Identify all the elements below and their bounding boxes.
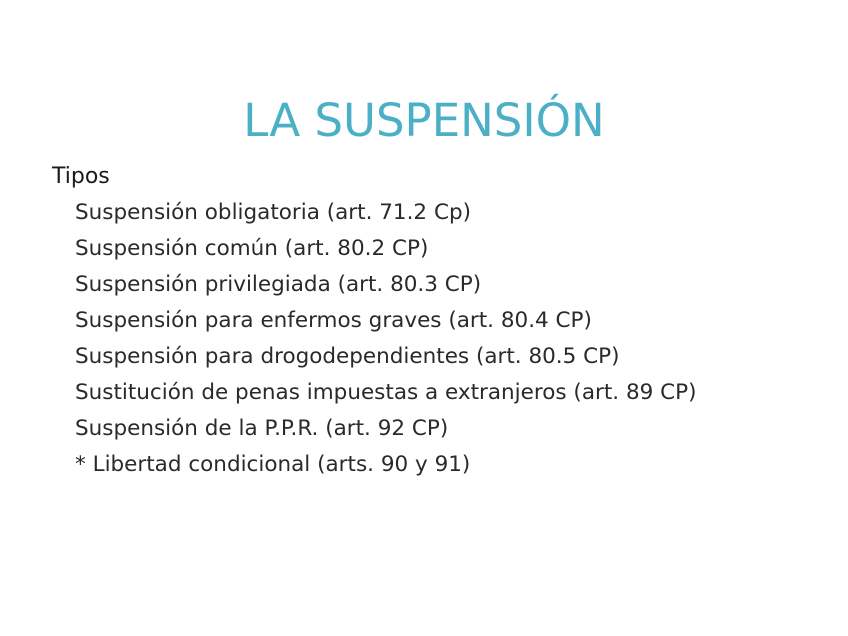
types-list: [75, 197, 697, 485]
list-item: Sustitución de penas impuestas a extranjeros (art. 89 CP): [75, 380, 697, 405]
list-item: Suspensión de la P.P.R. (art. 92 CP): [75, 416, 449, 441]
slide-title: LA SUSPENSIÓN: [243, 94, 605, 147]
list-item: Suspensión para enfermos graves (art. 80.4 CP): [75, 308, 592, 333]
list-item: Suspensión para drogodependientes (art. 80.5 CP): [75, 344, 620, 369]
list-item: Suspensión privilegiada (art. 80.3 CP): [75, 272, 482, 297]
list-item: Suspensión común (art. 80.2 CP): [75, 236, 429, 261]
section-heading: Tipos: [52, 164, 110, 189]
list-item: Suspensión obligatoria (art. 71.2 Cp): [75, 200, 471, 225]
list-item: * Libertad condicional (arts. 90 y 91): [75, 452, 471, 477]
